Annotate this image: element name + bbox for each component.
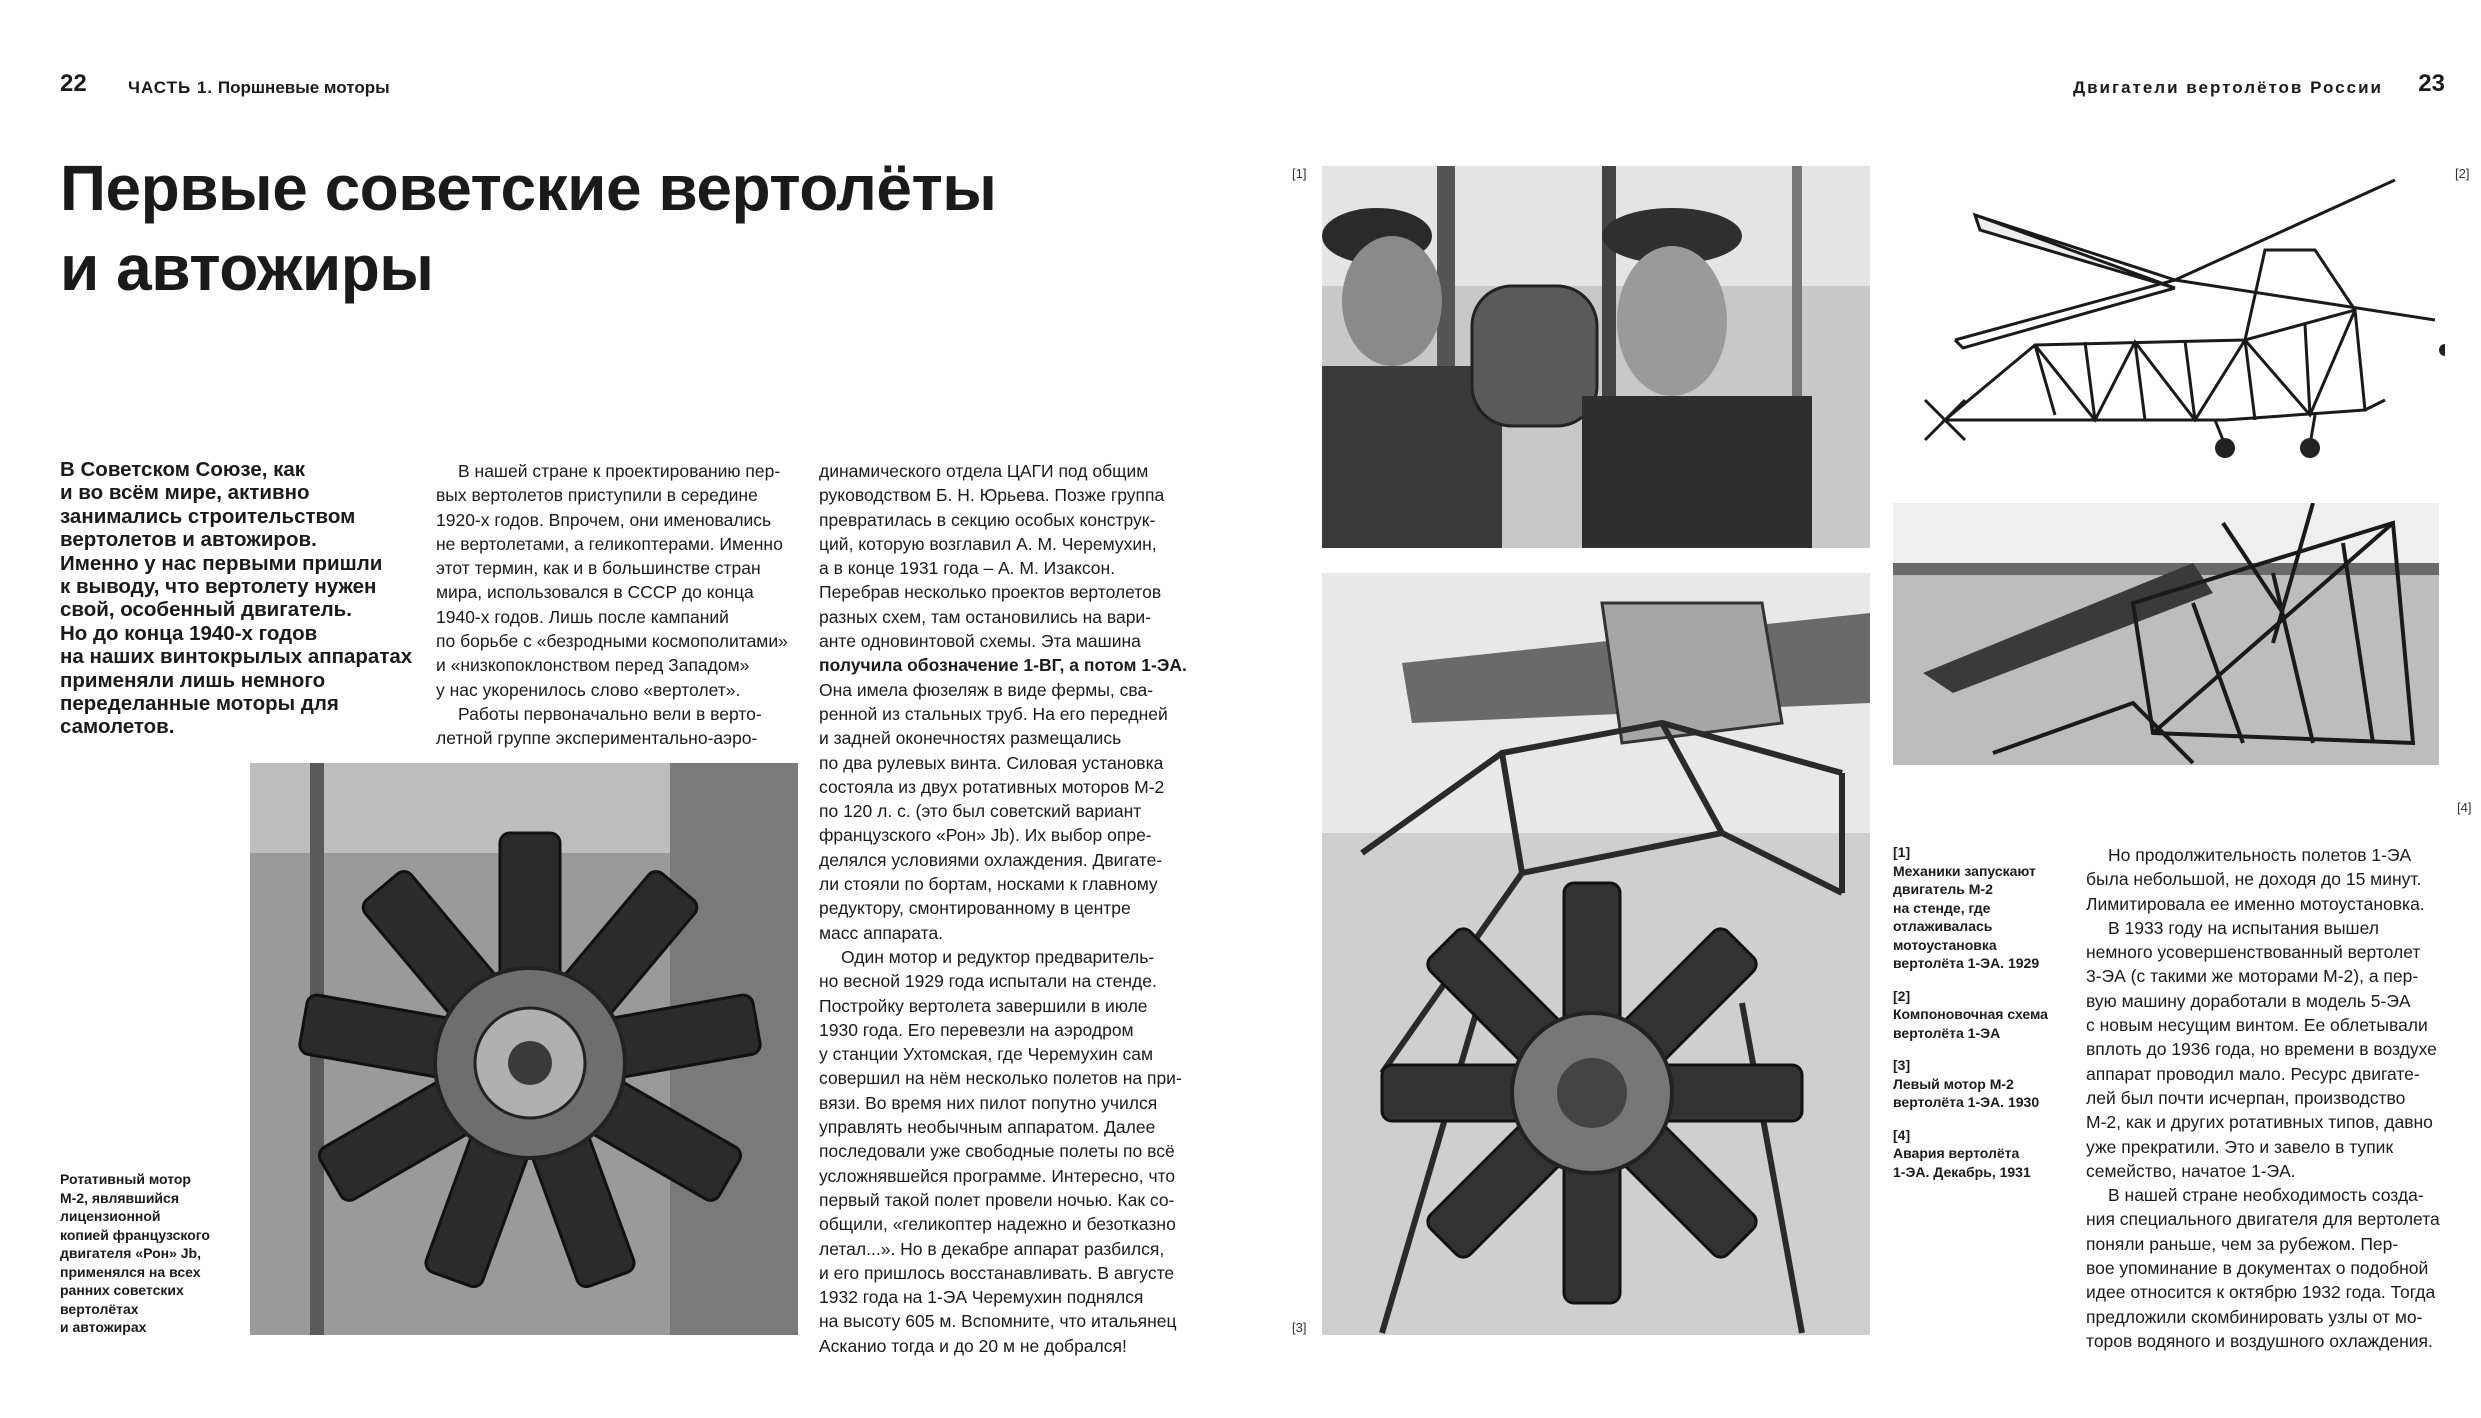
- crash-image: [1893, 503, 2439, 765]
- text-line: 1920-х годов. Впрочем, они именовались: [436, 509, 772, 530]
- left-engine-image: [1322, 573, 1870, 1335]
- caption-line: ранних советских: [60, 1282, 184, 1298]
- text-line: 1940-х годов. Лишь после кампаний: [436, 606, 729, 627]
- right-page-number: 23: [2418, 70, 2445, 97]
- caption-line: двигатель М-2: [1893, 881, 1993, 897]
- text-line: летал...». Но в декабре аппарат разбился,: [819, 1238, 1165, 1259]
- caption-number: [4]: [1893, 1126, 1911, 1143]
- lead-line: В Советском Союзе, как: [60, 458, 306, 481]
- caption-line: лицензионной: [60, 1208, 161, 1224]
- text-line: Она имела фюзеляж в виде фермы, сва-: [819, 679, 1154, 700]
- lead-line: применяли лишь немного: [60, 668, 326, 692]
- text-line: и его пришлось восстанавливать. В августе: [819, 1262, 1175, 1283]
- lead-line: занимались строительством: [60, 504, 356, 528]
- text-line: 1932 года на 1-ЭА Черемухин поднялся: [819, 1287, 1144, 1308]
- figure-1-label: [1]: [1292, 166, 1307, 181]
- part-label: ЧАСТЬ 1.: [128, 78, 214, 97]
- text-line: Работы первоначально вели в верто-: [458, 703, 762, 724]
- text-line: совершил на нём несколько полетов на при-: [819, 1068, 1182, 1089]
- figure-captions: [1893, 843, 2073, 1181]
- left-engine-photo: [1322, 573, 1870, 1335]
- lead-line: к выводу, что вертолету нужен: [60, 575, 377, 599]
- text-line: ли стояли по бортам, носками к главному: [819, 874, 1158, 895]
- running-head-right: Двигатели вертолётов России: [2072, 78, 2383, 97]
- figure-4-label: [4]: [2457, 800, 2472, 815]
- figure-2-caption: [1893, 987, 2073, 1043]
- helicopter-schematic: [1915, 170, 2445, 470]
- text-line: аппарат проводил мало. Ресурс двигате-: [2086, 1063, 2420, 1084]
- text-line: уже прекратили. Это и завело в тупик: [2086, 1136, 2394, 1157]
- caption-line: применялся на всех: [60, 1263, 201, 1280]
- caption-line: Компоновочная схема: [1893, 1006, 2048, 1022]
- caption-line: копией французского: [60, 1226, 210, 1243]
- caption-line: вертолёта 1-ЭА. 1929: [1893, 955, 2040, 971]
- text-line: на высоту 605 м. Вспомните, что итальянец: [819, 1311, 1177, 1332]
- text-line: была небольшой, не доходя до 15 минут.: [2086, 869, 2422, 890]
- text-line: ций, которую возглавил А. М. Черемухин,: [819, 533, 1157, 554]
- lead-paragraph: [60, 458, 420, 739]
- text-line: у нас укоренилось слово «вертолет».: [436, 679, 741, 700]
- text-line: у станции Ухтомская, где Черемухин сам: [819, 1044, 1154, 1065]
- caption-line: вертолётах: [60, 1300, 139, 1317]
- crash-photo: [1893, 503, 2439, 765]
- text-line: усложнявшейся программе. Интересно, что: [819, 1165, 1176, 1186]
- title-line-2: и автожиры: [60, 232, 434, 304]
- schematic-image: [1915, 170, 2445, 470]
- caption-line: вертолёта 1-ЭА. 1930: [1893, 1094, 2040, 1110]
- text-line: В нашей стране необходимость созда-: [2108, 1185, 2424, 1206]
- lead-line: Именно у нас первыми пришли: [60, 551, 383, 575]
- lead-line: Но до конца 1940-х годов: [60, 621, 318, 645]
- text-line: последовали уже свободные полеты по всё: [819, 1141, 1175, 1162]
- left-page-number: 22: [60, 70, 87, 97]
- text-line: не вертолетами, а геликоптерами. Именно: [436, 533, 783, 554]
- part-title: Поршневые моторы: [217, 78, 390, 97]
- text-line: а в конце 1931 года – А. М. Изаксон.: [819, 558, 1116, 579]
- text-line: вплоть до 1936 года, но времени в воздухе: [2086, 1039, 2437, 1060]
- text-line: семейство, начатое 1-ЭА.: [2086, 1160, 2296, 1181]
- running-head-left: [128, 78, 390, 98]
- text-line: Лимитировала ее именно мотоустановка.: [2086, 893, 2425, 914]
- text-line: получила обозначение 1-ВГ, а потом 1-ЭА.: [819, 655, 1187, 676]
- body-column-1: [436, 459, 802, 751]
- body-column-3: [2086, 843, 2446, 1353]
- text-line: по два рулевых винта. Силовая установка: [819, 752, 1164, 773]
- text-line: 1930 года. Его перевезли на аэродром: [819, 1019, 1134, 1040]
- text-line: ренной из стальных труб. На его передней: [819, 703, 1168, 724]
- text-line: состояла из двух ротативных моторов М-2: [819, 776, 1165, 797]
- text-line: лей был почти исчерпан, производство: [2086, 1087, 2406, 1108]
- text-line: летной группе экспериментально-аэро-: [436, 728, 758, 749]
- text-line: французского «Рон» Jb). Их выбор опре-: [819, 825, 1152, 846]
- article-title: [60, 148, 1040, 308]
- mechanics-photo: [1322, 166, 1870, 548]
- text-line: управлять необычным аппаратом. Далее: [819, 1117, 1156, 1138]
- text-line: руководством Б. Н. Юрьева. Позже группа: [819, 485, 1165, 506]
- text-line: динамического отдела ЦАГИ под общим: [819, 461, 1149, 481]
- caption-number: [1]: [1893, 844, 1911, 860]
- text-line: предложили скомбинировать узлы от мо-: [2086, 1306, 2423, 1327]
- text-line: этот термин, как и в большинстве стран: [436, 558, 761, 579]
- caption-line: вертолёта 1-ЭА: [1893, 1024, 2001, 1041]
- caption-line: Левый мотор М-2: [1893, 1075, 2014, 1092]
- text-line: по 120 л. с. (это был советский вариант: [819, 801, 1142, 822]
- text-line: вое упоминание в документах о подобной: [2086, 1258, 2429, 1279]
- text-line: Один мотор и редуктор предваритель-: [841, 946, 1155, 967]
- text-line: превратилась в секцию особых конструк-: [819, 509, 1156, 530]
- text-line: Асканио тогда и до 20 м не добрался!: [819, 1335, 1127, 1356]
- caption-line: на стенде, где: [1893, 899, 1991, 916]
- text-line: торов водяного и воздушного охлаждения.: [2086, 1330, 2433, 1351]
- lead-line: вертолетов и автожиров.: [60, 528, 317, 552]
- lead-line: переделанные моторы для: [60, 692, 339, 716]
- lead-line: самолетов.: [60, 715, 175, 739]
- text-line: но весной 1929 года испытали на стенде.: [819, 971, 1157, 992]
- text-line: поняли раньше, чем за рубежом. Пер-: [2086, 1233, 2399, 1254]
- text-line: идее относится к октябрю 1932 года. Тогда: [2086, 1282, 2436, 1303]
- caption-line: Механики запускают: [1893, 862, 2036, 879]
- figure-3-caption: [1893, 1056, 2073, 1112]
- text-line: немного усовершенствованный вертолет: [2086, 942, 2421, 963]
- mechanics-image: [1322, 166, 1870, 548]
- text-line: редуктору, смонтированному в центре: [819, 898, 1131, 919]
- rotary-engine-photo: [250, 763, 798, 1335]
- text-line: Перебрав несколько проектов вертолетов: [819, 582, 1162, 603]
- caption-line: отлаживалась: [1893, 918, 1993, 934]
- text-line: вую машину доработали в модель 5-ЭА: [2086, 990, 2411, 1011]
- caption-number: [2]: [1893, 987, 1911, 1004]
- text-line: В нашей стране к проектированию пер-: [458, 461, 781, 481]
- caption-number: [3]: [1893, 1057, 1911, 1073]
- text-line: масс аппарата.: [819, 922, 944, 943]
- caption-line: мотоустановка: [1893, 936, 1997, 953]
- text-line: по борьбе с «безродными космополитами»: [436, 631, 788, 652]
- text-line: вязи. Во время них пилот попутно учился: [819, 1092, 1158, 1113]
- caption-line: 1-ЭА. Декабрь, 1931: [1893, 1163, 2031, 1180]
- text-line: и «низкопоклонством перед Западом»: [436, 655, 750, 676]
- engine-photo-caption: [60, 1170, 230, 1337]
- text-line: первый такой полет провели ночью. Как со-: [819, 1189, 1175, 1210]
- figure-4-caption: [1893, 1126, 2073, 1182]
- caption-line: М-2, являвшийся: [60, 1189, 179, 1206]
- lead-line: и во всём мире, активно: [60, 481, 310, 505]
- lead-line: свой, особенный двигатель.: [60, 598, 352, 622]
- text-line: В 1933 году на испытания вышел: [2108, 917, 2379, 938]
- text-line: и задней оконечностях размещались: [819, 728, 1122, 749]
- text-line: Но продолжительность полетов 1-ЭА: [2108, 845, 2412, 865]
- text-line: делялся условиями охлаждения. Двигате-: [819, 849, 1163, 870]
- caption-line: двигателя «Рон» Jb,: [60, 1245, 201, 1261]
- figure-3-label: [3]: [1292, 1320, 1307, 1335]
- figure-1-caption: [1893, 843, 2073, 973]
- text-line: 3-ЭА (с такими же моторами М-2), а пер-: [2086, 966, 2419, 987]
- lead-line: на наших винтокрылых аппаратах: [60, 645, 413, 669]
- title-line-1: Первые советские вертолёты: [60, 152, 997, 224]
- caption-line: Ротативный мотор: [60, 1171, 191, 1187]
- text-line: Постройку вертолета завершили в июле: [819, 995, 1148, 1016]
- text-line: общили, «геликоптер надежно и безотказно: [819, 1214, 1176, 1235]
- text-line: анте одновинтовой схемы. Эта машина: [819, 631, 1141, 652]
- figure-2-label: [2]: [2455, 166, 2470, 181]
- text-line: вых вертолетов приступили в середине: [436, 485, 758, 506]
- text-line: ния специального двигателя для вертолета: [2086, 1209, 2440, 1230]
- text-line: мира, использовался в СССР до конца: [436, 582, 754, 603]
- text-line: разных схем, там остановились на вари-: [819, 606, 1152, 627]
- text-line: с новым несущим винтом. Ее облетывали: [2086, 1015, 2428, 1036]
- caption-line: и автожирах: [60, 1319, 147, 1335]
- body-column-2: [819, 459, 1189, 1358]
- rotary-engine-image: [250, 763, 798, 1335]
- caption-line: Авария вертолёта: [1893, 1145, 2020, 1161]
- text-line: М-2, как и других ротативных типов, давно: [2086, 1112, 2433, 1133]
